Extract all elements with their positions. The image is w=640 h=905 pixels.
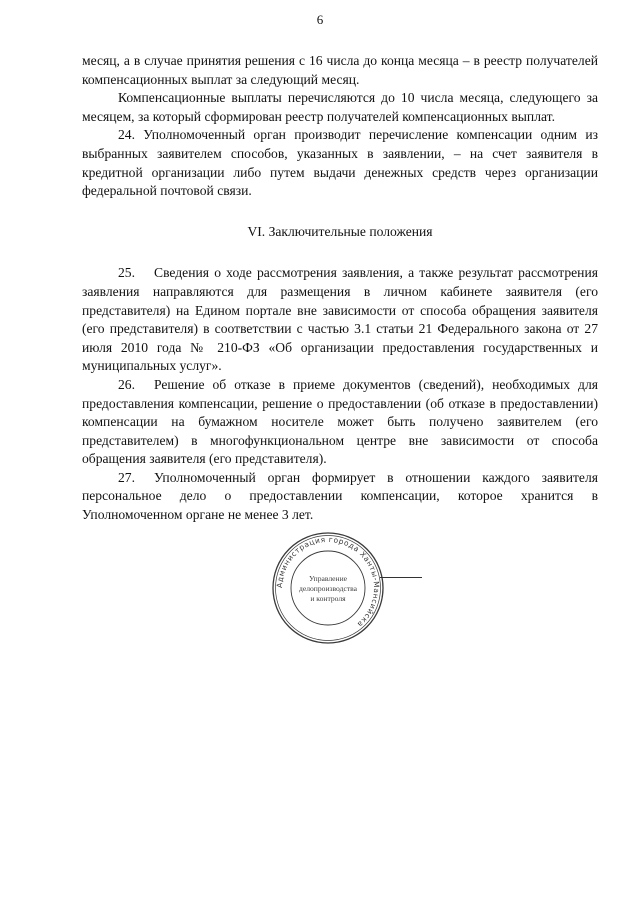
stamp-line-3: и контроля bbox=[310, 594, 346, 603]
paragraph-item-26 bbox=[82, 376, 598, 469]
item-text: Уполномоченный орган формирует в отношении каждого заявителя персональное дело о предоставлении компенсации, которое хранится в Уполномоченном органе не менее 3 лет. bbox=[82, 469, 598, 523]
paragraph-item-25 bbox=[82, 264, 598, 376]
stamp-line-2: делопроизводства bbox=[298, 584, 358, 593]
stamp-line-1: Управление bbox=[308, 574, 348, 583]
item-text: Решение об отказе в приеме документов (сведений), необходимых для предоставления компенсации, решение о предоставлении (об отказе в предоставлении) компенсации на бумажном носителе может быть получено заявителем (его представителем) в многофункциональном центре вне зависимости от способа обращения заявителя (его представителя). bbox=[82, 376, 598, 467]
page-number: 6 bbox=[316, 12, 324, 27]
paragraph-item-27 bbox=[82, 469, 598, 525]
section-heading: VI. Заключительные положения bbox=[247, 223, 433, 239]
stamp-seal-icon bbox=[270, 530, 386, 646]
document-body bbox=[82, 52, 598, 525]
item-number: 27. bbox=[118, 469, 135, 485]
stamp-ring-text: Администрация города Ханты-Мансийска bbox=[274, 534, 382, 630]
paragraph-continuation: месяц, а в случае принятия решения с 16 числа до конца месяца – в реестр получателей компенсационных выплат за следующий месяц. bbox=[82, 53, 598, 87]
official-stamp bbox=[270, 530, 386, 646]
item-text: Сведения о ходе рассмотрения заявления, а также результат рассмотрения заявления направляются для размещения в личном кабинете заявителя (его представителя) на Едином портале вне зависимости от способа обращения заявителя (его представителя) в соответствии с частью 3.1 статьи 21 Федерального закона от 27 июля 2010 года № 210-ФЗ «Об организации предоставления государственных и муниципальных услуг». bbox=[82, 265, 598, 374]
paragraph-item-24: 24. Уполномоченный орган производит перечисление компенсации одним из выбранных заявителем способов, указанных в заявлении, – на счет заявителя в кредитной организации либо путем выдачи денежных средств через организации федеральной почтовой связи. bbox=[82, 127, 598, 199]
paragraph-payments: Компенсационные выплаты перечисляются до 10 числа месяца, следующего за месяцем, за который сформирован реестр получателей компенсационных выплат. bbox=[82, 90, 598, 124]
signature-line bbox=[380, 577, 422, 578]
item-number: 26. bbox=[118, 376, 135, 392]
item-number: 25. bbox=[118, 265, 135, 281]
